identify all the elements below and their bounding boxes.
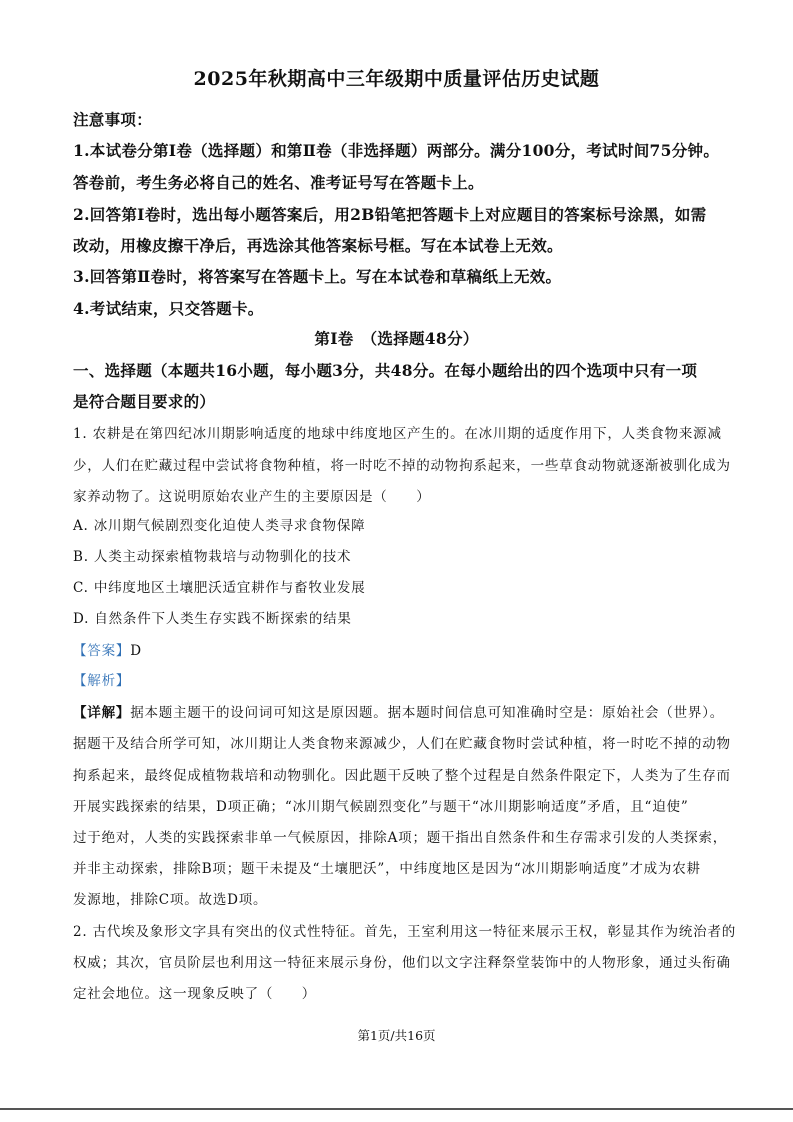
- notice-line: 答卷前，考生务必将自己的姓名、准考证号写在答题卡上。: [73, 173, 484, 192]
- detail-line: 过于绝对，人类的实践探索非单一气候原因，排除A项；题干指出自然条件和生存需求引发的人类探索，: [73, 830, 728, 846]
- page-number: 第1页/共16页: [357, 1028, 436, 1043]
- answer-tag: 【答案】: [73, 643, 131, 659]
- answer-value: D: [130, 643, 142, 659]
- question-1-option-a: A. 冰川期气候剧烈变化迫使人类寻求食物保障: [73, 518, 366, 534]
- question-1-option-d: D. 自然条件下人类生存实践不断探索的结果: [73, 611, 352, 627]
- section-instruction: 是符合题目要求的）: [73, 392, 216, 411]
- answer-line: [73, 639, 142, 659]
- question-1-stem: 1. 农耕是在第四纪冰川期影响适度的地球中纬度地区产生的。在冰川期的适度作用下，人类食物来源减: [73, 426, 722, 442]
- question-1-stem: 家养动物了。这说明原始农业产生的主要原因是（ ）: [73, 489, 431, 505]
- detail-line: 并非主动探索，排除B项；题干未提及“土壤肥沃”，中纬度地区是因为“冰川期影响适度”才成为农耕: [73, 861, 701, 877]
- section-title: 第Ⅰ卷 （选择题48分）: [314, 329, 479, 348]
- notice-line: 4.考试结束，只交答题卡。: [73, 299, 264, 318]
- question-1-stem: 少，人们在贮藏过程中尝试将食物种植，将一时吃不掉的动物拘系起来，一些草食动物就逐渐被驯化成为: [73, 458, 731, 474]
- question-2-stem: 2. 古代埃及象形文字具有突出的仪式性特征。首先，王室利用这一特征来展示王权，彰显其作为统治者的: [73, 924, 737, 940]
- question-1-option-b: B. 人类主动探索植物栽培与动物驯化的技术: [73, 549, 352, 565]
- detail-line: 拘系起来，最终促成植物栽培和动物驯化。因此题干反映了整个过程是自然条件限定下，人类为了生存而: [73, 768, 731, 784]
- detail-tag: 【详解】: [73, 705, 131, 721]
- detail-line: 发源地，排除C项。故选D项。: [73, 892, 268, 908]
- page-title: 2025年秋期高中三年级期中质量评估历史试题: [193, 68, 600, 90]
- question-1-option-c: C. 中纬度地区土壤肥沃适宜耕作与畜牧业发展: [73, 580, 366, 596]
- detail-line: 据题干及结合所学可知，冰川期让人类食物来源减少，人们在贮藏食物时尝试种植，将一时吃不掉的动物: [73, 736, 731, 752]
- bottom-divider: [0, 1108, 793, 1110]
- detail-text: 据本题主题干的设问词可知这是原因题。据本题时间信息可知准确时空是：原始社会（世界）。: [130, 705, 725, 721]
- notice-line: 改动，用橡皮擦干净后，再选涂其他答案标号框。写在本试卷上无效。: [73, 236, 563, 255]
- question-2-stem: 定社会地位。这一现象反映了（ ）: [73, 986, 317, 1002]
- detail-line: [73, 701, 724, 721]
- detail-line: 开展实践探索的结果，D项正确；“冰川期气候剧烈变化”与题干“冰川期影响适度”矛盾，且“迫使”: [73, 799, 689, 815]
- notice-line: 1.本试卷分第Ⅰ卷（选择题）和第Ⅱ卷（非选择题）两部分。满分100分，考试时间75分钟。: [73, 141, 720, 160]
- section-instruction: 一、选择题（本题共16小题，每小题3分，共48分。在每小题给出的四个选项中只有一项: [73, 361, 698, 380]
- notice-line: 3.回答第Ⅱ卷时，将答案写在答题卡上。写在本试卷和草稿纸上无效。: [73, 267, 562, 286]
- notice-line: 2.回答第Ⅰ卷时，选出每小题答案后，用2B铅笔把答题卡上对应题目的答案标号涂黑，如需: [73, 205, 707, 224]
- notice-heading: 注意事项：: [73, 110, 153, 129]
- analysis-tag: 【解析】: [73, 673, 131, 689]
- question-2-stem: 权威；其次，官员阶层也利用这一特征来展示身份，他们以文字注释祭堂装饰中的人物形象，通过头衔确: [73, 955, 731, 971]
